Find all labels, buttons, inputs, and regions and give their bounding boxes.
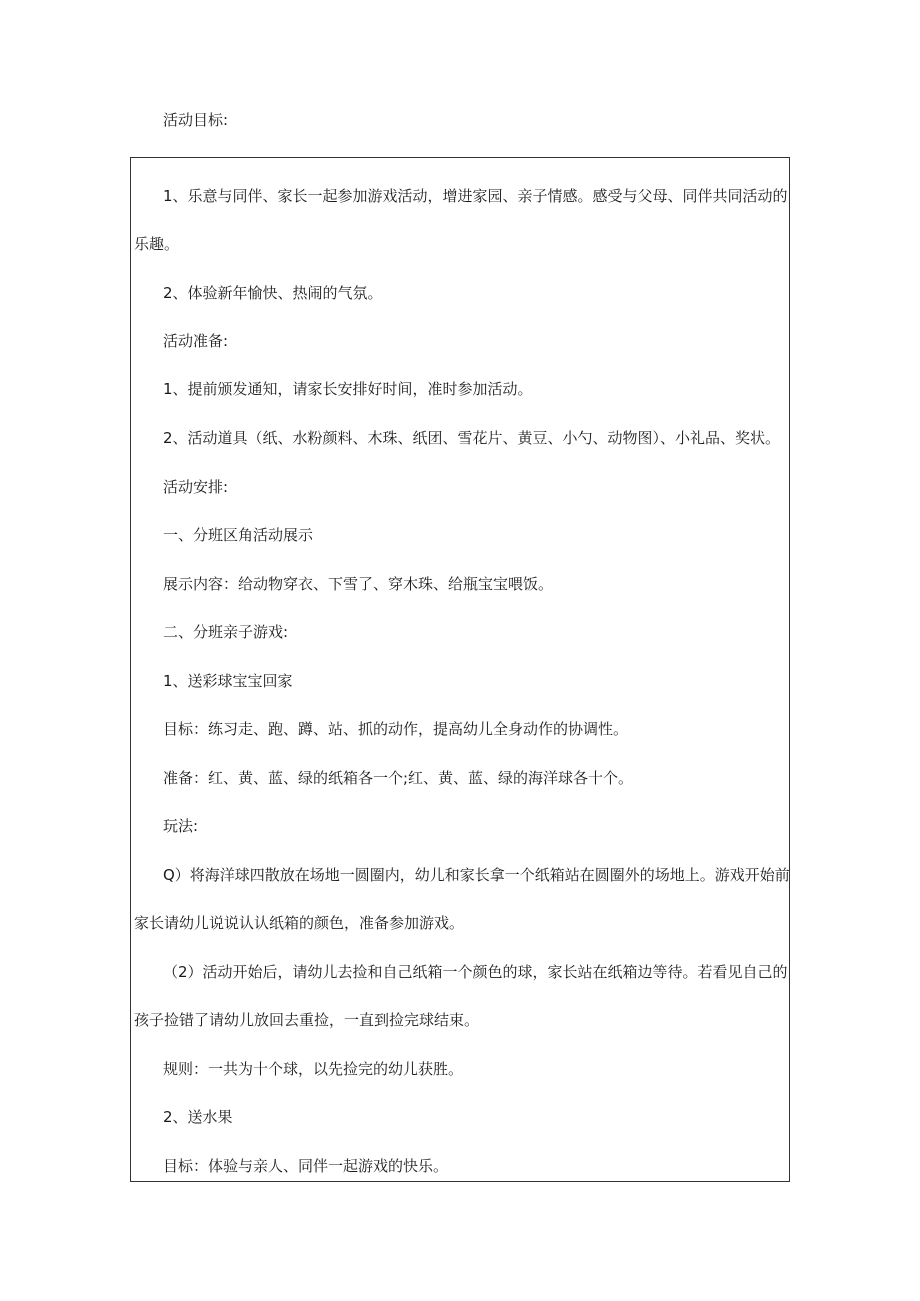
text-line: 1、乐意与同伴、家长一起参加游戏活动，增进家园、亲子情感。感受与父母、同伴共同活动的 bbox=[163, 187, 788, 205]
text-line: 2、送水果 bbox=[163, 1108, 233, 1126]
text-line: 一、分班区角活动展示 bbox=[163, 526, 314, 544]
text-line: 乐趣。 bbox=[134, 235, 180, 253]
text-line: 规则：一共为十个球，以先捡完的幼儿获胜。 bbox=[163, 1060, 464, 1078]
text-line: 活动安排: bbox=[163, 478, 229, 496]
text-line: 2、体验新年愉快、热闹的气氛。 bbox=[163, 284, 383, 302]
text-line: 孩子捡错了请幼儿放回去重捡，一直到捡完球结束。 bbox=[134, 1011, 480, 1029]
text-line: 玩法: bbox=[163, 817, 199, 835]
text-line: 家长请幼儿说说认认纸箱的颜色，准备参加游戏。 bbox=[134, 914, 465, 932]
text-line: 准备：红、黄、蓝、绿的纸箱各一个;红、黄、蓝、绿的海洋球各十个。 bbox=[163, 769, 634, 787]
section-heading: 活动目标: bbox=[163, 111, 229, 129]
text-line: Q）将海洋球四散放在场地一圆圈内，幼儿和家长拿一个纸箱站在圆圈外的场地上。游戏开始前 bbox=[163, 866, 790, 884]
text-line: 二、分班亲子游戏: bbox=[163, 623, 289, 641]
text-line: 2、活动道具（纸、水粉颜料、木珠、纸团、雪花片、黄豆、小勺、动物图）、小礼品、奖状。 bbox=[163, 429, 781, 447]
text-line: 1、提前颁发通知，请家长安排好时间，准时参加活动。 bbox=[163, 380, 533, 398]
text-line: 目标：体验与亲人、同伴一起游戏的快乐。 bbox=[163, 1157, 449, 1175]
text-line: 活动准备: bbox=[163, 332, 229, 350]
text-line: 展示内容：给动物穿衣、下雪了、穿木珠、给瓶宝宝喂饭。 bbox=[163, 575, 554, 593]
text-line: （2）活动开始后，请幼儿去捡和自己纸箱一个颜色的球，家长站在纸箱边等待。若看见自己的 bbox=[163, 963, 788, 981]
text-line: 1、送彩球宝宝回家 bbox=[163, 672, 293, 690]
text-line: 目标：练习走、跑、蹲、站、抓的动作，提高幼儿全身动作的协调性。 bbox=[163, 720, 629, 738]
